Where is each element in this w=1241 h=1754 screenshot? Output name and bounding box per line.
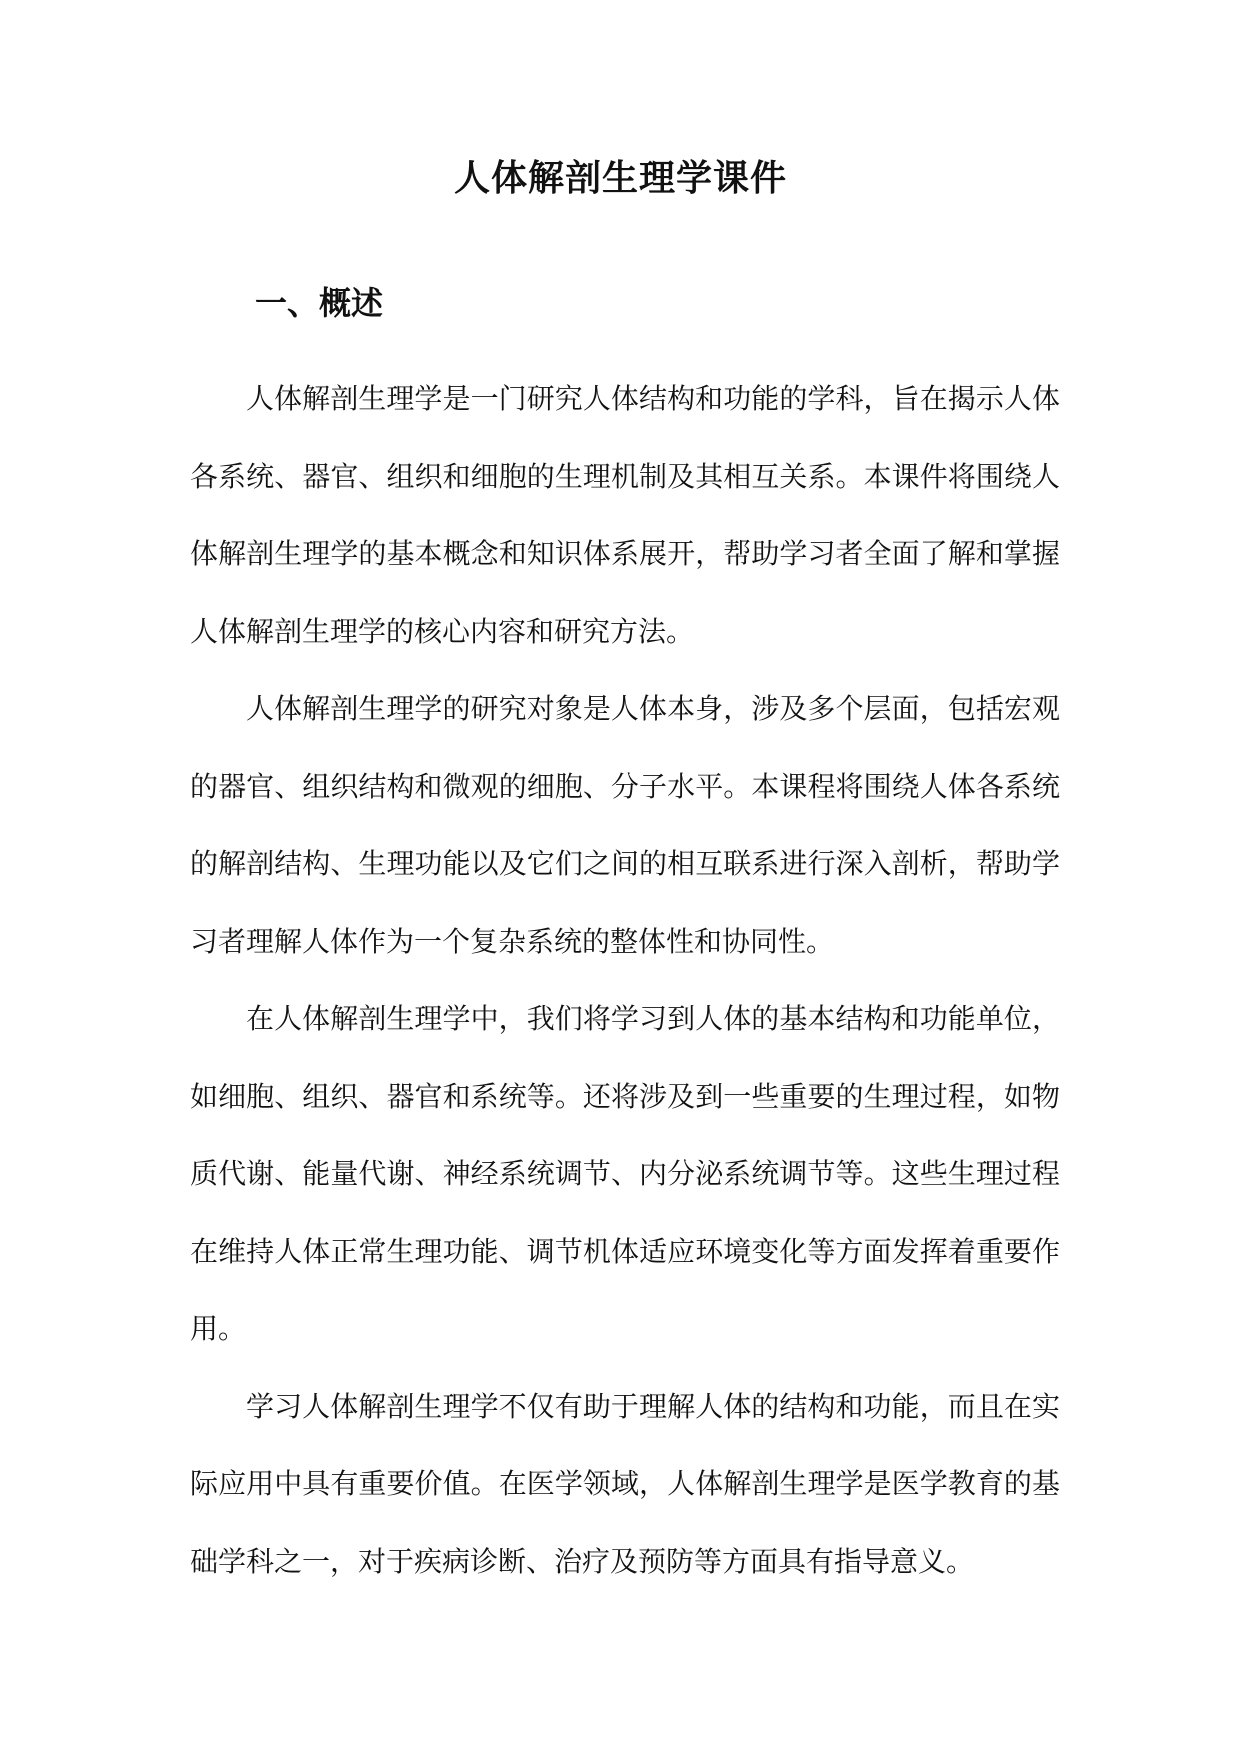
paragraph-1: 人体解剖生理学是一门研究人体结构和功能的学科，旨在揭示人体各系统、器官、组织和细胞的生理机制及其相互关系。本课件将围绕人体解剖生理学的基本概念和知识体系展开，帮助学习者全面了解和掌握人体解剖生理学的核心内容和研究方法。 xyxy=(190,382,1060,648)
paragraph-2: 人体解剖生理学的研究对象是人体本身，涉及多个层面，包括宏观的器官、组织结构和微观的细胞、分子水平。本课程将围绕人体各系统的解剖结构、生理功能以及它们之间的相互联系进行深入剖析，帮助学习者理解人体作为一个复杂系统的整体性和协同性。 xyxy=(190,692,1060,958)
section-heading: 一、概述 xyxy=(255,284,384,322)
document-title: 人体解剖生理学课件 xyxy=(453,157,787,199)
paragraph-4: 学习人体解剖生理学不仅有助于理解人体的结构和功能，而且在实际应用中具有重要价值。在医学领域，人体解剖生理学是医学教育的基础学科之一，对于疾病诊断、治疗及预防等方面具有指导意义。 xyxy=(190,1389,1060,1578)
body-text xyxy=(190,360,1060,1600)
paragraph-3: 在人体解剖生理学中，我们将学习到人体的基本结构和功能单位，如细胞、组织、器官和系统等。还将涉及到一些重要的生理过程，如物质代谢、能量代谢、神经系统调节、内分泌系统调节等。这些生理过程在维持人体正常生理功能、调节机体适应环境变化等方面发挥着重要作用。 xyxy=(190,1002,1060,1345)
